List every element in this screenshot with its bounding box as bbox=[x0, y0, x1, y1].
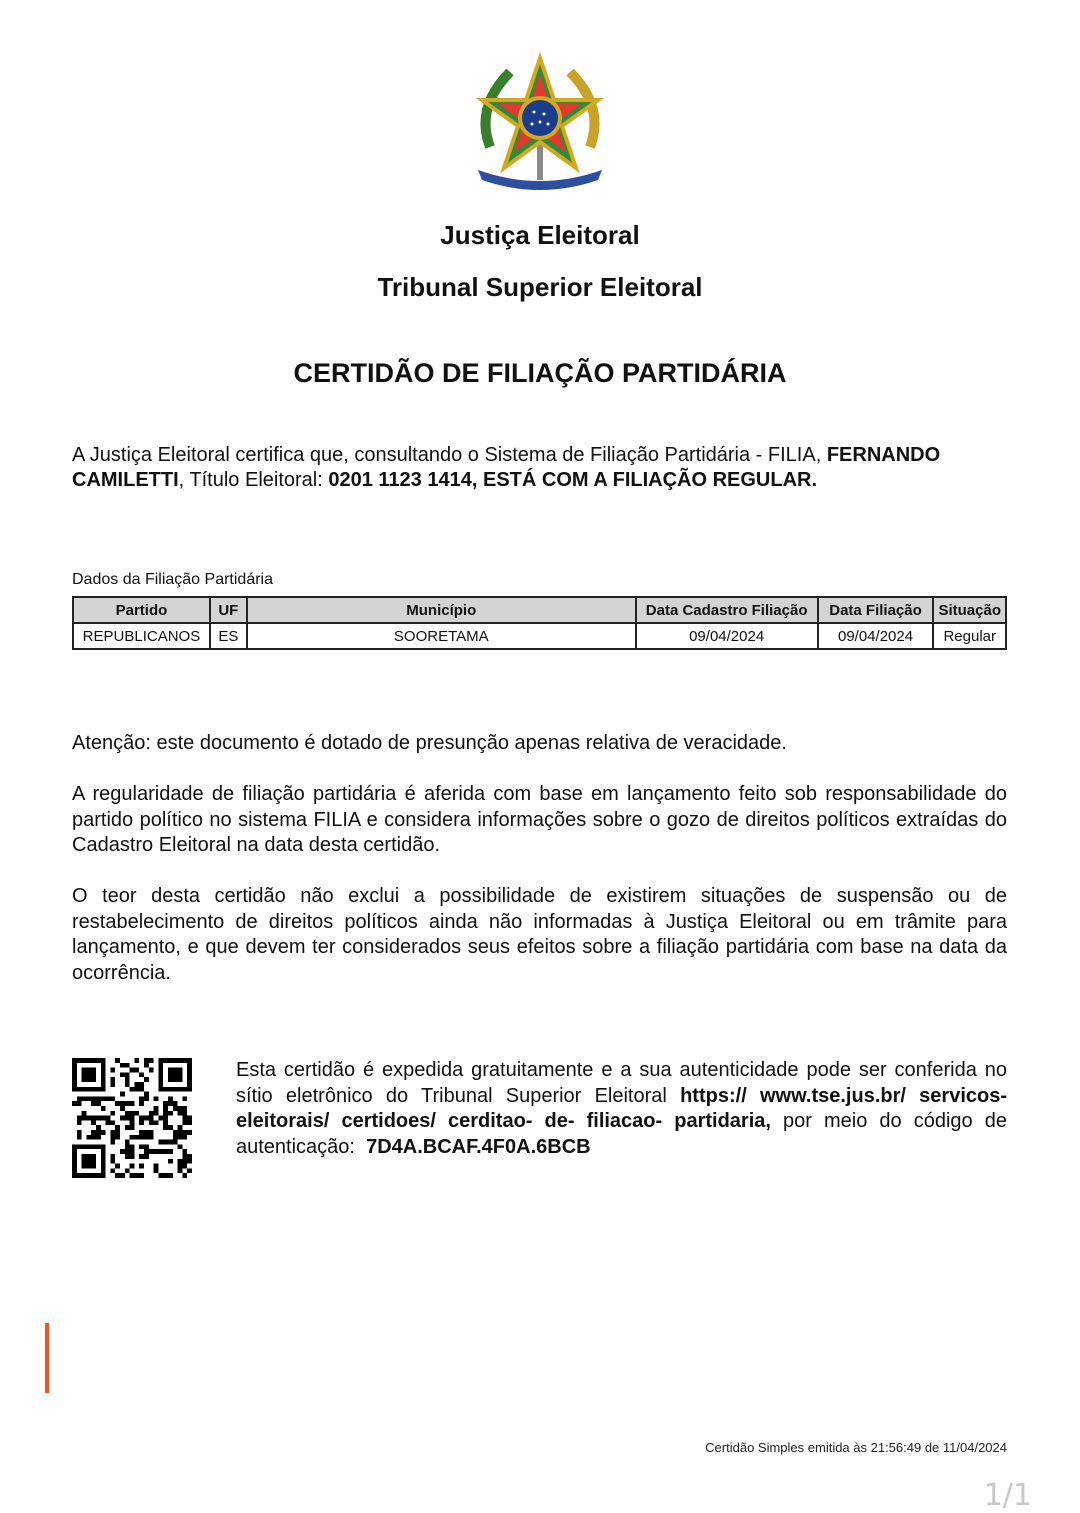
authentication-note bbox=[236, 1058, 1007, 1160]
qr-code[interactable] bbox=[72, 1058, 192, 1178]
certification-statement bbox=[72, 443, 1008, 493]
page-indicator: 1/1 bbox=[983, 1478, 1032, 1513]
verification-url[interactable]: https:// www.tse.jus.br/ servicos- eleitorais/ certidoes/ cerditao- de- filiacao- partidaria, bbox=[236, 1084, 1008, 1132]
affiliation-status: , ESTÁ COM A FILIAÇÃO REGULAR. bbox=[471, 469, 818, 491]
cell-municipality: SOORETAMA bbox=[247, 623, 636, 649]
affiliation-table bbox=[72, 596, 1007, 650]
voter-title-number: 0201 1123 1414 bbox=[328, 469, 472, 491]
issue-timestamp: Certidão Simples emitida às 21:56:49 de 11/04/2024 bbox=[705, 1440, 1007, 1455]
court-heading: Tribunal Superior Eleitoral bbox=[377, 272, 703, 302]
institution-heading: Justiça Eleitoral bbox=[440, 220, 640, 250]
cell-party: REPUBLICANOS bbox=[73, 623, 210, 649]
table-header-row bbox=[73, 597, 1006, 623]
column-header-state: UF bbox=[210, 597, 247, 623]
table-row bbox=[73, 623, 1006, 649]
authentication-code: 7D4A.BCAF.4F0A.6BCB bbox=[366, 1135, 591, 1158]
voter-title-label: , Título Eleitoral: bbox=[178, 469, 323, 491]
content-note: O teor desta certidão não exclui a possibilidade de existirem situações de suspensão ou de restabelecimento de direitos políticos ainda não informadas à Justiça Eleitoral ou em trâmite para lançamento, e que devem ter considerados seus efeitos sobre a filiação partidária com base na data da ocorrência. bbox=[72, 885, 1007, 984]
certificate-title: CERTIDÃO DE FILIAÇÃO PARTIDÁRIA bbox=[293, 358, 787, 388]
cell-situation: Regular bbox=[933, 623, 1006, 649]
cell-state: ES bbox=[210, 623, 247, 649]
voter-name: FERNANDO CAMILETTI bbox=[72, 444, 941, 491]
attention-note: Atenção: este documento é dotado de presunção apenas relativa de veracidade. bbox=[72, 732, 787, 754]
column-header-registration-date: Data Cadastro Filiação bbox=[636, 597, 818, 623]
brazil-coat-of-arms-emblem bbox=[470, 52, 610, 192]
table-caption: Dados da Filiação Partidária bbox=[72, 571, 273, 588]
column-header-situation: Situação bbox=[933, 597, 1006, 623]
intro-text: A Justiça Eleitoral certifica que, consultando o Sistema de Filiação Partidária - FILIA, bbox=[72, 444, 822, 466]
authentication-text: Esta certidão é expedida gratuitamente e a sua autenticidade pode ser conferida no sítio eletrônico do Tribunal Superior Eleitoral bbox=[236, 1059, 1007, 1107]
column-header-affiliation-date: Data Filiação bbox=[818, 597, 934, 623]
accent-bar bbox=[45, 1323, 49, 1393]
cell-registration-date: 09/04/2024 bbox=[636, 623, 818, 649]
column-header-party: Partido bbox=[73, 597, 210, 623]
cell-affiliation-date: 09/04/2024 bbox=[818, 623, 934, 649]
authentication-code-label: por meio do código de autenticação: bbox=[236, 1110, 1007, 1158]
regularity-note: A regularidade de filiação partidária é aferida com base em lançamento feito sob responsabilidade do partido político no sistema FILIA e considera informações sobre o gozo de direitos políticos extraídas do Cadastro Eleitoral na data desta certidão. bbox=[72, 783, 1007, 856]
column-header-municipality: Município bbox=[247, 597, 636, 623]
